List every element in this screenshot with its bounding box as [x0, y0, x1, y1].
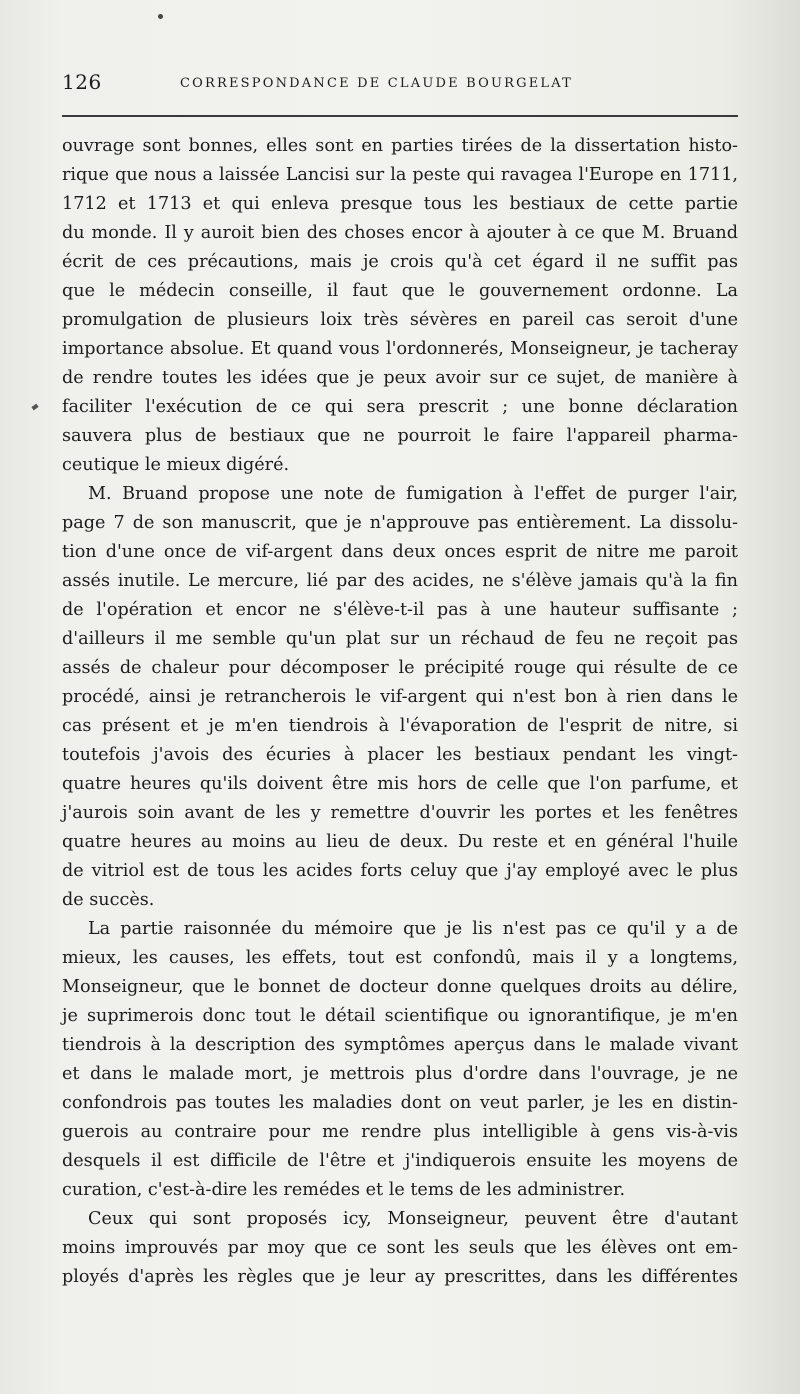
text-line: assés de chaleur pour décomposer le précipité rouge qui résulte de ce: [62, 658, 738, 678]
text-line: faciliter l'exécution de ce qui sera prescrit ; une bonne déclaration: [62, 397, 738, 417]
paragraph: [62, 915, 738, 1205]
text-line: de vitriol est de tous les acides forts celuy que j'ay employé avec le plus: [62, 861, 738, 881]
text-line: guerois au contraire pour me rendre plus intelligible à gens vis-à-vis: [62, 1122, 738, 1142]
margin-speck: [31, 404, 38, 411]
text-line: La partie raisonnée du mémoire que je lis n'est pas ce qu'il y a de: [88, 919, 738, 939]
text-line: assés inutile. Le mercure, lié par des acides, ne s'élève jamais qu'à la fin: [62, 571, 738, 591]
header-rule: [62, 115, 738, 117]
text-line: M. Bruand propose une note de fumigation à l'effet de purger l'air,: [88, 484, 738, 504]
text-line: tiendrois à la description des symptômes aperçus dans le malade vivant: [62, 1035, 738, 1055]
text-line: d'ailleurs il me semble qu'un plat sur un réchaud de feu ne reçoit pas: [62, 629, 738, 649]
text-line: confondrois pas toutes les maladies dont on veut parler, je les en distin-: [62, 1093, 738, 1113]
text-line: curation, c'est-à-dire les remédes et le tems de les administrer.: [62, 1180, 626, 1200]
text-line: tion d'une once de vif-argent dans deux onces esprit de nitre me paroit: [62, 542, 738, 562]
text-line: sauvera plus de bestiaux que ne pourroit le faire l'appareil pharma-: [62, 426, 738, 446]
text-line: Monseigneur, que le bonnet de docteur donne quelques droits au délire,: [62, 977, 738, 997]
text-line: rique que nous a laissée Lancisi sur la peste qui ravagea l'Europe en 1711,: [62, 165, 738, 185]
text-line: mieux, les causes, les effets, tout est confondû, mais il y a longtems,: [62, 948, 738, 968]
text-line: je suprimerois donc tout le détail scientifique ou ignorantifique, je m'en: [62, 1006, 738, 1026]
text-line: du monde. Il y auroit bien des choses encor à ajouter à ce que M. Bruand: [62, 223, 738, 243]
text-line: ployés d'après les règles que je leur ay prescrittes, dans les différentes: [62, 1267, 738, 1287]
text-line: ceutique le mieux digéré.: [62, 455, 290, 475]
text-line: et dans le malade mort, je mettrois plus d'ordre dans l'ouvrage, je ne: [62, 1064, 738, 1084]
running-head: [62, 66, 738, 102]
text-line: de rendre toutes les idées que je peux avoir sur ce sujet, de manière à: [62, 368, 738, 388]
text-line: toutefois j'avois des écuries à placer les bestiaux pendant les vingt-: [62, 745, 738, 765]
ink-dot: [158, 14, 163, 19]
text-line: ouvrage sont bonnes, elles sont en parties tirées de la dissertation histo-: [62, 136, 738, 156]
paragraph: [62, 1205, 738, 1292]
text-line: moins improuvés par moy que ce sont les seuls que les élèves ont em-: [62, 1238, 738, 1258]
text-line: j'aurois soin avant de les y remettre d'ouvrir les portes et les fenêtres: [62, 803, 738, 823]
text-line: promulgation de plusieurs loix très sévères en pareil cas seroit d'une: [62, 310, 738, 330]
text-line: procédé, ainsi je retrancherois le vif-argent qui n'est bon à rien dans le: [62, 687, 738, 707]
body-text: [62, 132, 738, 1292]
paragraph: [62, 480, 738, 915]
paragraph: [62, 132, 738, 480]
text-line: quatre heures au moins au lieu de deux. Du reste et en général l'huile: [62, 832, 738, 852]
text-line: écrit de ces précautions, mais je crois qu'à cet égard il ne suffit pas: [62, 252, 738, 272]
text-line: page 7 de son manuscrit, que je n'approuve pas entièrement. La dissolu-: [62, 513, 738, 533]
text-line: cas présent et je m'en tiendrois à l'évaporation de l'esprit de nitre, si: [62, 716, 738, 736]
page-number: 126: [62, 70, 102, 94]
text-line: 1712 et 1713 et qui enleva presque tous les bestiaux de cette partie: [62, 194, 738, 214]
text-line: que le médecin conseille, il faut que le gouvernement ordonne. La: [62, 281, 738, 301]
text-line: de l'opération et encor ne s'élève-t-il pas à une hauteur suffisante ;: [62, 600, 738, 620]
text-line: importance absolue. Et quand vous l'ordonnerés, Monseigneur, je tacheray: [62, 339, 738, 359]
text-line: Ceux qui sont proposés icy, Monseigneur, peuvent être d'autant: [88, 1209, 738, 1229]
running-title: CORRESPONDANCE DE CLAUDE BOURGELAT: [180, 76, 573, 91]
text-line: quatre heures qu'ils doivent être mis hors de celle que l'on parfume, et: [62, 774, 738, 794]
text-line: de succès.: [62, 890, 155, 910]
text-line: desquels il est difficile de l'être et j'indiquerois ensuite les moyens de: [62, 1151, 738, 1171]
